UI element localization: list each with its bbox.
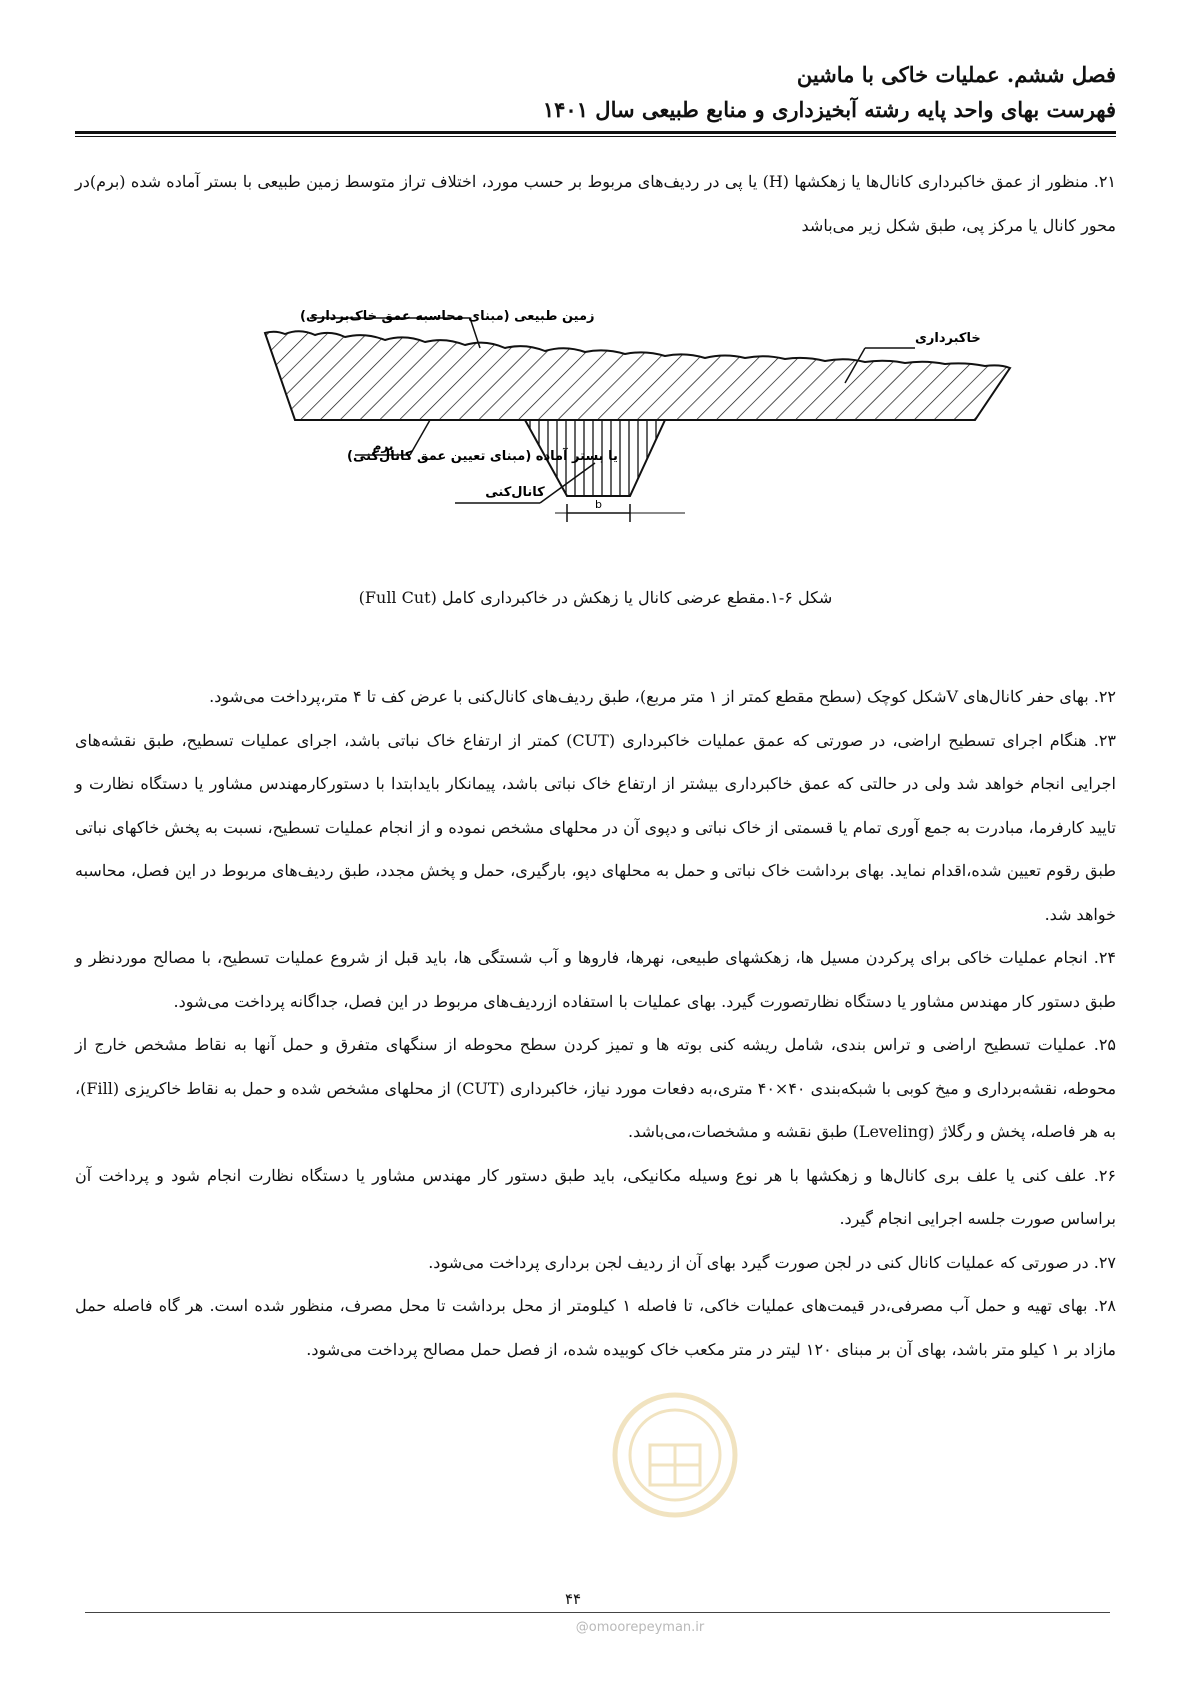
chapter-title: فصل ششم. عملیات خاکی با ماشین (796, 62, 1116, 87)
label-prepared-bed: یا بستر آماده (مبنای تعیین عمق کانال‌کنی) (347, 449, 618, 464)
paragraph-26: ۲۶. علف کنی یا علف بری کانال‌ها و زهکشها با هر نوع وسیله مکانیکی، باید طبق دستور کار مهندس مشاور یا دستگاه نظارت انجام شود و پرداخت آن براساس صورت جلسه اجرایی انجام گیرد. (75, 1165, 1117, 1228)
book-title: فهرست بهای واحد پایه رشته آبخیزداری و منابع طبیعی سال ۱۴۰۱ (542, 97, 1116, 122)
label-b: b (595, 498, 602, 511)
paragraph-21 (75, 160, 1116, 247)
cross-section-figure (85, 309, 1115, 568)
footer-rule (85, 1612, 1110, 1613)
header-rule (75, 131, 1116, 134)
label-channel: کانال‌کنی (485, 485, 545, 500)
label-berm: برم (372, 439, 394, 453)
paragraphs (75, 675, 1116, 1371)
header-rule-thin (75, 136, 1116, 137)
paragraph-27: ۲۷. در صورتی که عملیات کانال کنی در لجن صورت گیرد بهای آن از ردیف لجن برداری پرداخت می‌شود. (428, 1252, 1116, 1272)
label-excavation: خاکبرداری (915, 331, 981, 346)
paragraph-25: ۲۵. عملیات تسطیح اراضی و تراس بندی، شامل ریشه کنی بوته ها و تمیز کردن سطح محوطه از سنگهای متفرق و حمل آنها به نقاط مشخص خارج از محوطه، نقشه‌برداری و میخ کوبی با شبکه‌بندی ۴۰×۴۰ متری،به دفعات مورد نیاز، خاکبرداری (CUT) از محلهای مشخص شده و حمل به نقاط خاکریزی (Fill)، به هر فاصله، پخش و رگلاژ (Leveling) طبق نقشه و مشخصات،می‌باشد. (75, 1035, 1117, 1141)
watermark-seal-icon (610, 1390, 740, 1520)
paragraph-22: ۲۲. بهای حفر کانال‌های Vشکل کوچک (سطح مقطع کمتر از ۱ متر مربع)، طبق ردیف‌های کانال‌کنی با عرض کف تا ۴ متر،پرداخت می‌شود. (209, 687, 1116, 706)
watermark-text: @omoorepeyman.ir (575, 1620, 705, 1635)
label-natural-ground: زمین طبیعی (مبنای محاسبه عمق خاک‌برداری) (300, 309, 595, 324)
paragraph-23: ۲۳. هنگام اجرای تسطیح اراضی، در صورتی که عمق عملیات خاکبرداری (CUT) کمتر از ارتفاع خاک نباتی باشد، اجرای عملیات تسطیح، طبق نقشه‌های اجرایی انجام خواهد شد ولی در حالتی که عمق خاکبرداری بیشتر از ارتفاع خاک نباتی باشد، پیمانکار بایدابتدا با دستورکارمهندس مشاور یا دستگاه نظارت و تایید کارفرما، مبادرت به جمع آوری تمام یا قسمتی از خاک نباتی و دپوی آن در محلهای مشخص نموده و از انجام عملیات تسطیح، نسبت به پخش خاکهای نباتی طبق رقوم تعیین شده،اقدام نماید. بهای برداشت خاک نباتی و حمل به محلهای دپو، بارگیری، حمل و پخش مجدد، طبق ردیف‌های مربوط در این فصل، محاسبه خواهد شد. (75, 730, 1117, 924)
paragraph-24: ۲۴. انجام عملیات خاکی برای پرکردن مسیل ها، زهکشهای طبیعی، نهرها، فاروها و آب شستگی ها، باید قبل از شروع عملیات تسطیح، با مصالح موردنظر و طبق دستور کار مهندس مشاور یا دستگاه نظارتصورت گیرد. بهای عملیات با استفاده ازردیف‌های مربوط در این فصل، جداگانه پرداخت می‌شود. (75, 948, 1117, 1011)
excavation-area (265, 331, 1010, 420)
figure-caption: شکل ۶-۱.مقطع عرضی کانال یا زهکش در خاکبرداری کامل (Full Cut) (358, 588, 833, 607)
paragraph-28: ۲۸. بهای تهیه و حمل آب مصرفی،در قیمت‌های عملیات خاکی، تا فاصله ۱ کیلومتر از محل برداشت تا محل مصرف، منظور شده است. هر گاه فاصله حمل مازاد بر ۱ کیلو متر باشد، بهای آن بر مبنای ۱۲۰ لیتر در متر مکعب خاک کوبیده شده، از فصل حمل مصالح پرداخت می‌شود. (75, 1296, 1117, 1359)
page-number: ۴۴ (565, 1590, 582, 1608)
paragraph-text: ۲۱. منظور از عمق خاکبرداری کانال‌ها یا زهکشها (H) یا پی در ردیف‌های مربوط بر حسب مورد، اختلاف تراز متوسط زمین طبیعی با بستر آماده شده (برم)در محور کانال یا مرکز پی، طبق شکل زیر می‌باشد (75, 172, 1116, 235)
page-header (76, 58, 1116, 128)
